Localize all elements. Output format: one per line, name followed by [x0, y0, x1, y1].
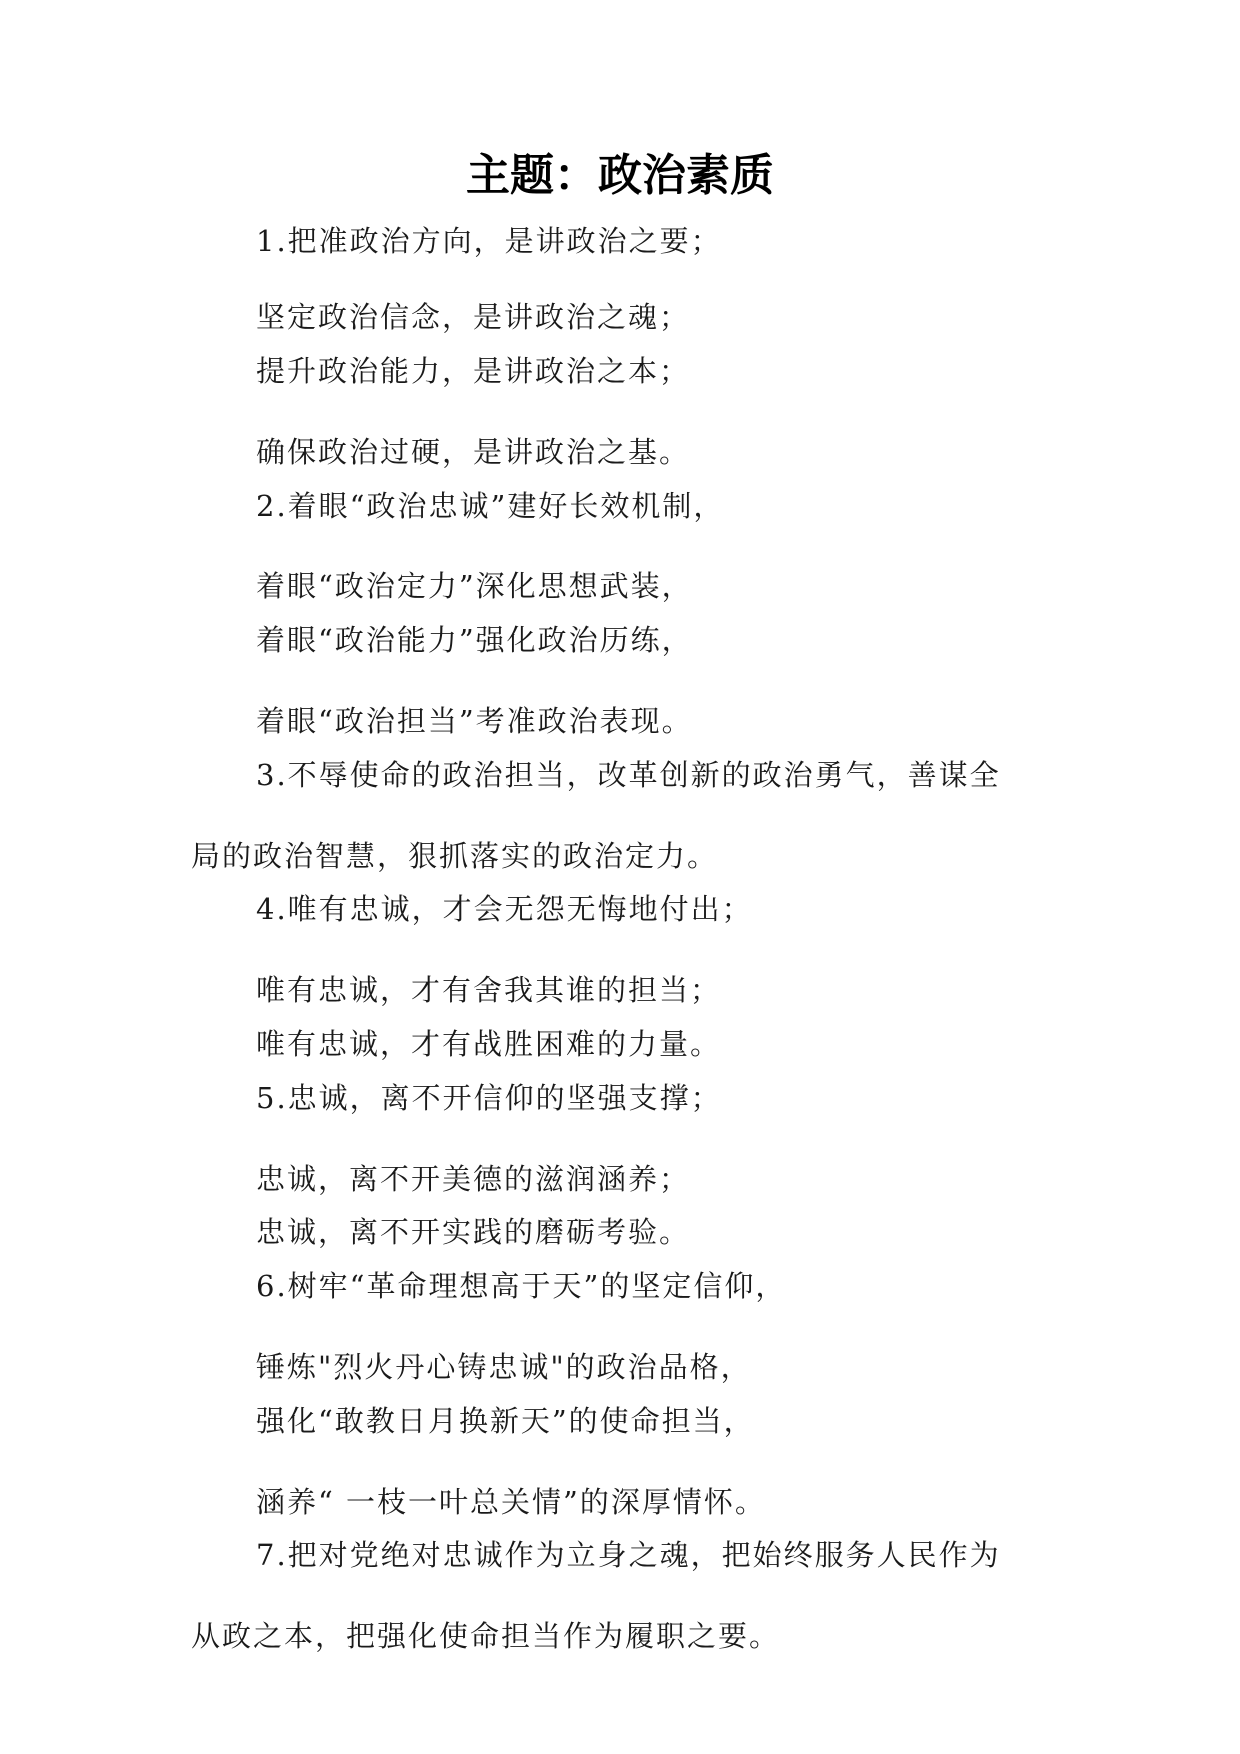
text-line: 忠诚，离不开美德的滋润涵养；: [256, 1162, 691, 1196]
text-line: 涵养“ 一枝一叶总关情”的深厚情怀。: [256, 1485, 766, 1519]
text-line: 提升政治能力，是讲政治之本；: [256, 354, 691, 388]
text-line: 坚定政治信念，是讲政治之魂；: [256, 300, 691, 334]
text-line: 强化“敢教日月换新天”的使命担当，: [256, 1404, 755, 1438]
text-line: 4.唯有忠诚，才会无怨无悔地付出；: [256, 892, 753, 926]
text-line: 着眼“政治定力”深化思想武装，: [256, 569, 693, 603]
text-line: 着眼“政治能力”强化政治历练，: [256, 623, 693, 657]
page-title: 主题：政治素质: [466, 150, 774, 201]
text-line: 6.树牢“革命理想高于天”的坚定信仰，: [256, 1269, 787, 1303]
text-line: 忠诚，离不开实践的磨砺考验。: [256, 1215, 691, 1249]
text-line: 确保政治过硬，是讲政治之基。: [256, 435, 691, 469]
text-line: 2.着眼“政治忠诚”建好长效机制，: [256, 489, 725, 523]
text-line: 着眼“政治担当”考准政治表现。: [256, 704, 693, 738]
text-line: 锤炼"烈火丹心铸忠诚"的政治品格，: [256, 1350, 752, 1384]
text-line: 7.把对党绝对忠诚作为立身之魂，把始终服务人民作为: [256, 1538, 1001, 1572]
text-line: 唯有忠诚，才有舍我其谁的担当；: [256, 973, 722, 1007]
text-line: 3.不辱使命的政治担当，改革创新的政治勇气，善谋全: [256, 758, 1001, 792]
text-line: 唯有忠诚，才有战胜困难的力量。: [256, 1027, 722, 1061]
text-line: 5.忠诚，离不开信仰的坚强支撑；: [256, 1081, 722, 1115]
text-line: 从政之本，把强化使命担当作为履职之要。: [191, 1619, 781, 1653]
text-line: 1.把准政治方向，是讲政治之要；: [256, 224, 722, 258]
text-line: 局的政治智慧，狠抓落实的政治定力。: [191, 839, 719, 873]
